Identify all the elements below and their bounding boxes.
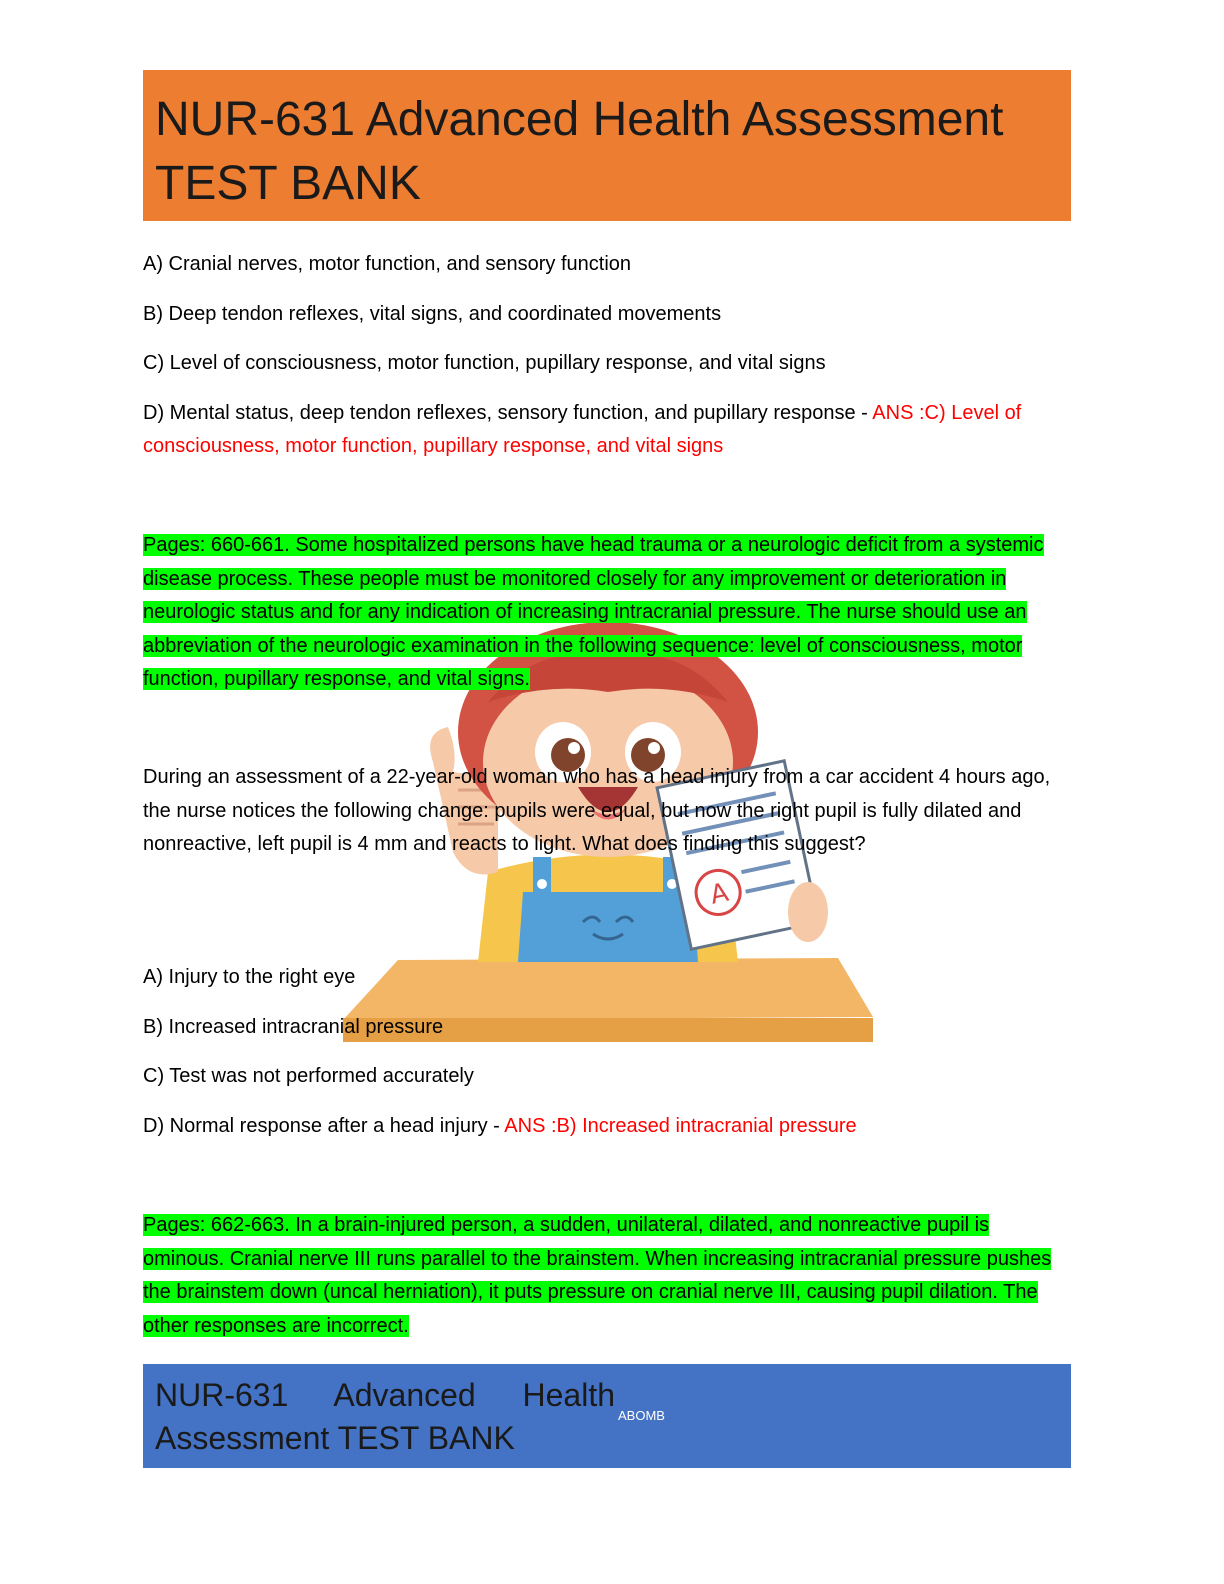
- footer-banner: [143, 1364, 1071, 1468]
- q1-answer: ANS :C) Level of consciousness, motor function, pupillary response, and vital signs: [143, 401, 1022, 457]
- q2-option-b: B) Increased intracranial pressure: [143, 1015, 444, 1038]
- q2-rationale: Pages: 662-663. In a brain-injured person, a sudden, unilateral, dilated, and nonreactive pupil is ominous. Cranial nerve III runs parallel to the brainstem. When increasing intracranial pressure pushes the brainstem down (uncal herniation), it puts pressure on cranial nerve III, causing pupil dilation. The other responses are incorrect.: [143, 1214, 1052, 1337]
- q1-option-c: C) Level of consciousness, motor function, pupillary response, and vital signs: [143, 352, 826, 374]
- q1-option-d: [143, 397, 1073, 464]
- q1-rationale: Pages: 660-661. Some hospitalized persons have head trauma or a neurologic deficit from a systemic disease process. These people must be monitored closely for any improvement or deterioration in neurologic status and for any indication of increasing intracranial pressure. The nurse should use an abbreviation of the neurologic examination in the following sequence: level of consciousness, motor function, pupillary response, and vital signs.: [143, 534, 1044, 690]
- q2-option-a: A) Injury to the right eye: [143, 966, 356, 988]
- overalls: [518, 892, 698, 962]
- footer-subtitle: ABOMB: [618, 1408, 665, 1423]
- page-title: NUR-631 Advanced Health Assessment TEST BANK: [155, 93, 1004, 210]
- q2-stem: During an assessment of a 22-year-old woman who has a head injury from a car accident 4 hours ago, the nurse notices the following change: pupils were equal, but now the right pupil is fully dilated and nonreactive, left pupil is 4 mm and reacts to light. What does finding this suggest?: [143, 766, 1051, 855]
- q2-answer: ANS :B) Increased intracranial pressure: [504, 1114, 857, 1137]
- q1-option-a: A) Cranial nerves, motor function, and sensory function: [143, 253, 632, 275]
- q2-rationale-block: [143, 1209, 1073, 1343]
- q1-rationale-block: [143, 529, 1073, 697]
- q2-option-c: C) Test was not performed accurately: [143, 1065, 474, 1087]
- q2-option-d: [143, 1110, 1073, 1144]
- question-2-options: [143, 961, 1073, 1143]
- q2-option-d-text: D) Normal response after a head injury -: [143, 1114, 505, 1137]
- footer-title: NUR-631 Advanced Health Assessment TEST BANK: [155, 1377, 615, 1456]
- header-banner: [143, 70, 1071, 221]
- grade-mark: A: [707, 877, 732, 911]
- hand-right: [788, 882, 828, 942]
- question-1-options: [143, 248, 1073, 464]
- q1-option-b: B) Deep tendon reflexes, vital signs, and coordinated movements: [143, 302, 722, 325]
- q1-option-d-text: D) Mental status, deep tendon reflexes, sensory function, and pupillary response -: [143, 401, 873, 424]
